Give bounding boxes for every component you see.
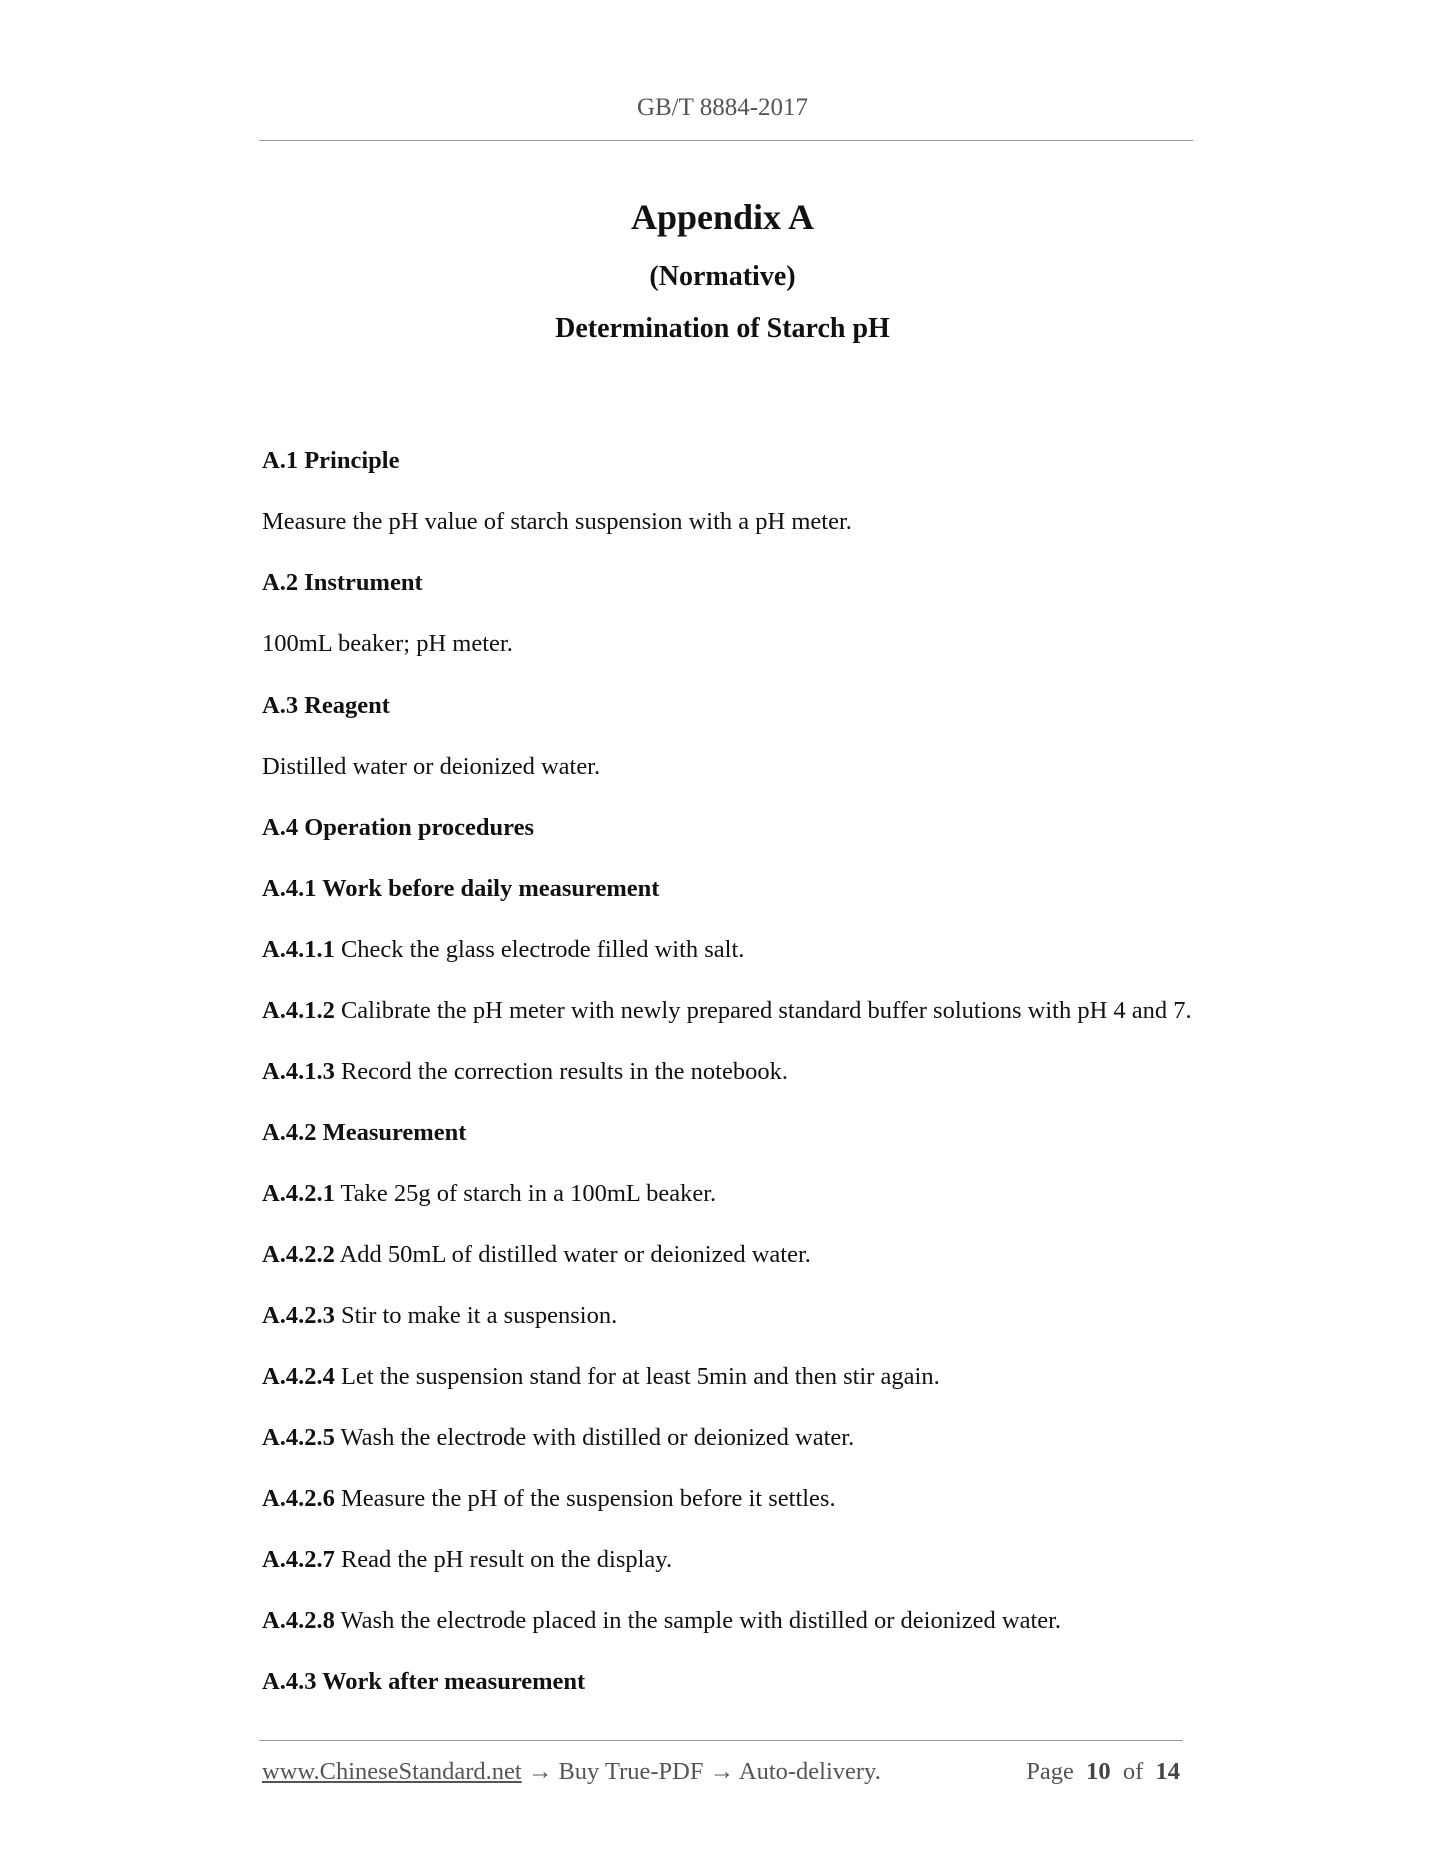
header-divider [259, 140, 1193, 141]
clause-text: Wash the electrode with distilled or deionized water. [340, 1424, 855, 1451]
clause-number: A.4.2.6 [262, 1485, 335, 1512]
reagent-text: Distilled water or deionized water. [262, 753, 601, 780]
clause-number: A.4.1.1 [262, 936, 335, 963]
of-word: of [1122, 1758, 1144, 1785]
list-item [262, 1178, 716, 1210]
section-heading-instrument: A.2 Instrument [262, 569, 423, 596]
page-indicator [1026, 1758, 1180, 1786]
standard-code: GB/T 8884-2017 [636, 94, 809, 121]
buy-text: Buy True-PDF [558, 1758, 704, 1785]
clause-text: Let the suspension stand for at least 5min and then stir again. [340, 1363, 940, 1390]
clause-text: Measure the pH of the suspension before it settles. [340, 1485, 836, 1512]
list-item [262, 1544, 672, 1576]
clause-number: A.4.2.2 [262, 1241, 335, 1268]
page-word: Page [1026, 1758, 1074, 1785]
list-item [262, 1056, 788, 1088]
clause-number: A.4.2.3 [262, 1302, 335, 1329]
clause-number: A.4.2.4 [262, 1363, 335, 1390]
site-link[interactable]: www.ChineseStandard.net [262, 1758, 522, 1785]
section-heading-operation: A.4 Operation procedures [262, 814, 534, 841]
list-item [262, 1300, 617, 1332]
appendix-type: (Normative) [649, 261, 796, 292]
clause-number: A.4.2.5 [262, 1424, 335, 1451]
clause-text: Add 50mL of distilled water or deionized water. [339, 1241, 811, 1268]
clause-text: Check the glass electrode filled with salt. [340, 936, 745, 963]
arrow-right-icon: → [527, 1758, 553, 1785]
page-total: 14 [1155, 1758, 1180, 1785]
section-heading-principle: A.1 Principle [262, 447, 400, 474]
section-heading-reagent: A.3 Reagent [262, 692, 390, 719]
section-heading-after-work: A.4.3 Work after measurement [262, 1668, 586, 1695]
list-item [262, 1483, 836, 1515]
delivery-text: Auto-delivery. [738, 1758, 881, 1785]
list-item [262, 1239, 811, 1271]
clause-text: Take 25g of starch in a 100mL beaker. [340, 1180, 717, 1207]
clause-text: Calibrate the pH meter with newly prepared standard buffer solutions with pH 4 and 7. [340, 997, 1192, 1024]
list-item [262, 1422, 854, 1454]
appendix-title: Appendix A [630, 197, 815, 237]
list-item [262, 934, 744, 966]
clause-number: A.4.2.1 [262, 1180, 335, 1207]
clause-text: Wash the electrode placed in the sample with distilled or deionized water. [340, 1607, 1062, 1634]
appendix-subject: Determination of Starch pH [555, 313, 890, 344]
clause-number: A.4.2.7 [262, 1546, 335, 1573]
principle-text: Measure the pH value of starch suspension with a pH meter. [262, 508, 852, 535]
clause-number: A.4.1.3 [262, 1058, 335, 1085]
clause-number: A.4.2.8 [262, 1607, 335, 1634]
footer-promo [262, 1758, 881, 1786]
clause-text: Record the correction results in the notebook. [340, 1058, 788, 1085]
footer-divider [259, 1740, 1183, 1741]
clause-text: Read the pH result on the display. [340, 1546, 673, 1573]
list-item [262, 1605, 1061, 1637]
instrument-text: 100mL beaker; pH meter. [262, 630, 513, 657]
clause-text: Stir to make it a suspension. [340, 1302, 618, 1329]
page-current: 10 [1086, 1758, 1111, 1785]
list-item [262, 995, 1192, 1027]
arrow-right-icon: → [709, 1758, 735, 1785]
clause-number: A.4.1.2 [262, 997, 335, 1024]
section-heading-measurement: A.4.2 Measurement [262, 1119, 467, 1146]
section-heading-daily-work: A.4.1 Work before daily measurement [262, 875, 660, 902]
list-item [262, 1361, 940, 1393]
